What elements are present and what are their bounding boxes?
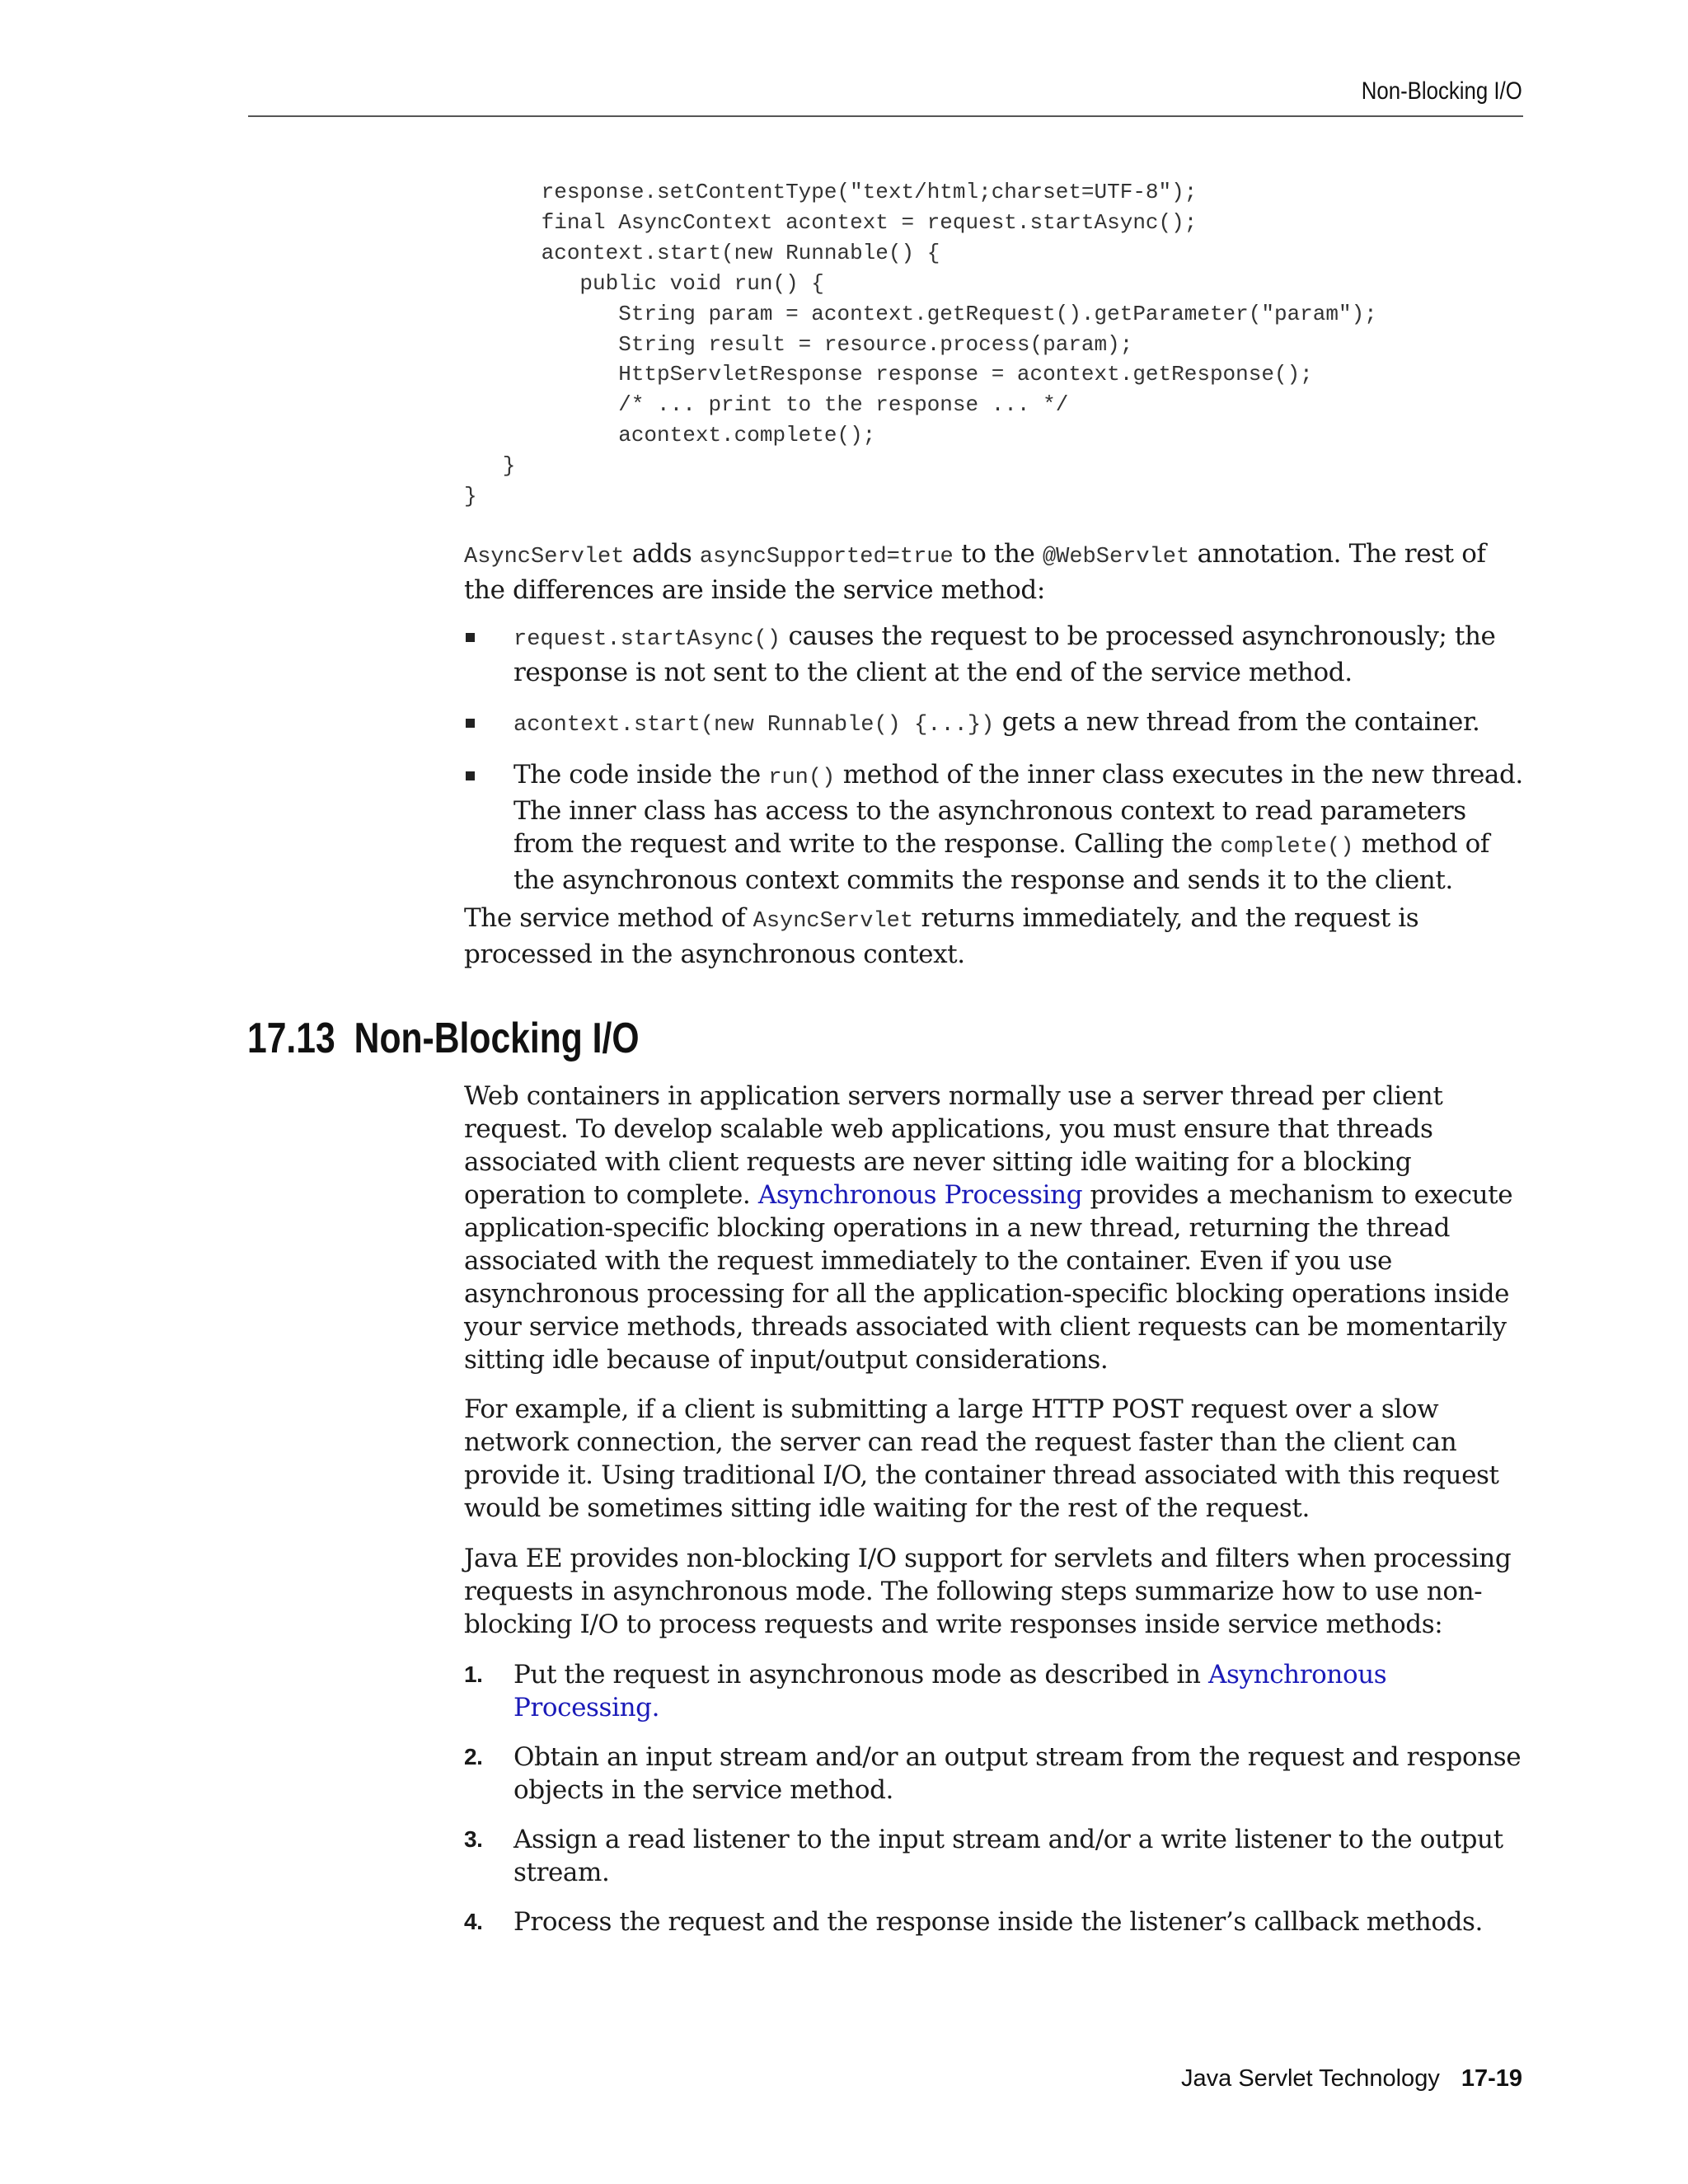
code-listing: [464, 177, 1377, 512]
asynchronous-processing-link[interactable]: Asynchronous Processing: [757, 1180, 1083, 1210]
text: adds: [624, 539, 700, 569]
code-line: acontext.start(new Runnable() {: [464, 240, 940, 265]
running-header: Non-Blocking I/O: [1361, 77, 1522, 105]
bullet-item: [464, 705, 1527, 742]
text: Obtain an input stream and/or an output stream from the request and response objects in the service method.: [513, 1742, 1522, 1805]
text: to the: [953, 539, 1043, 569]
inline-code: run(): [768, 766, 836, 790]
text: returns immediately, and the request is processed in the asynchronous context.: [464, 903, 1419, 969]
text: For example, if a client is submitting a large HTTP POST request over a slow network connection, the server can read the request faster than the client can provide it. Using traditional I/O, the container thread associated with this request would be sometimes sitting idle waiting for the rest of the request.: [464, 1394, 1499, 1523]
page-number: 17-19: [1461, 2065, 1522, 2092]
step-number: 2.: [464, 1744, 483, 1769]
bullet-item: [464, 620, 1527, 689]
inline-code: asyncSupported=true: [699, 545, 954, 569]
paragraph-1: [464, 1080, 1527, 1376]
text: gets a new thread from the container.: [994, 707, 1480, 737]
intro-paragraph: [464, 537, 1527, 607]
text: causes the request to be processed asynchronously; the response is not sent to the client at the end of the service method.: [513, 621, 1496, 687]
text: The service method of: [464, 903, 753, 933]
code-line: public void run() {: [464, 270, 824, 296]
code-line: HttpServletResponse response = acontext.getResponse();: [464, 362, 1313, 387]
step-number: 1.: [464, 1661, 483, 1687]
step-number: 4.: [464, 1909, 483, 1934]
text: Put the request in asynchronous mode as described in: [513, 1660, 1209, 1690]
code-line: /* ... print to the response ... */: [464, 392, 1069, 418]
inline-code: request.startAsync(): [513, 627, 781, 652]
text: Java EE provides non-blocking I/O support for servlets and filters when processing requests in asynchronous mode. The following steps summarize how to use non-blocking I/O to process requests and write responses inside service methods:: [464, 1544, 1512, 1639]
text: Assign a read listener to the input stream and/or a write listener to the output stream.: [513, 1825, 1503, 1887]
text: Process the request and the response inside the listener’s callback methods.: [513, 1907, 1483, 1937]
text: The code inside the: [513, 760, 769, 790]
code-line: String result = resource.process(param);: [464, 331, 1133, 357]
section-heading: [247, 1014, 640, 1063]
text: Web containers in application servers normally use a server thread per client request. To develop scalable web applications, you must ensure that threads associated with client requests are never sitting idle waiting for a blocking operation to complete.: [464, 1081, 1443, 1210]
section-title: Non-Blocking I/O: [354, 1015, 640, 1062]
inline-code: AsyncServlet: [753, 909, 914, 934]
bullet-item: [464, 758, 1527, 897]
text: provides a mechanism to execute application-specific blocking operations in a new thread, returning the thread associated with the request immediately to the container. Even if you use asynchronous processing for all the application-specific blocking operations inside your service methods, threads associated with client requests can be momentarily sitting idle because of input/output considerations.: [464, 1180, 1513, 1375]
asynchronous-processing-link[interactable]: Asynchronous Processing.: [513, 1660, 1387, 1722]
code-line: }: [464, 453, 516, 479]
step-number: 3.: [464, 1826, 483, 1852]
header-rule: [248, 115, 1523, 117]
text: method of the inner class executes in the new thread. The inner class has access to the asynchronous context to read parameters from the request and write to the response. Calling the: [513, 760, 1523, 859]
code-line: acontext.complete();: [464, 423, 876, 448]
text: annotation. The rest of the differences are inside the service method:: [464, 539, 1486, 605]
service-paragraph: [464, 902, 1527, 971]
paragraph-3: [464, 1542, 1527, 1641]
code-line: final AsyncContext acontext = request.startAsync();: [464, 209, 1198, 235]
footer-label: Java Servlet Technology: [1181, 2065, 1440, 2092]
code-line: String param = acontext.getRequest().getParameter("param");: [464, 301, 1377, 326]
inline-code: complete(): [1220, 835, 1354, 860]
page-footer: [1181, 2065, 1522, 2093]
code-line: }: [464, 484, 477, 509]
steps-list: [464, 1658, 1527, 1955]
inline-code: acontext.start(new Runnable() {...}): [513, 713, 995, 738]
step-item: [464, 1741, 1527, 1807]
paragraph-2: [464, 1393, 1527, 1525]
code-line: response.setContentType("text/html;charset=UTF-8");: [464, 180, 1198, 204]
bullet-square-icon: [466, 771, 475, 780]
bullet-square-icon: [466, 719, 475, 728]
step-item: [464, 1823, 1527, 1889]
bullet-square-icon: [466, 633, 475, 642]
section-number: 17.13: [247, 1015, 335, 1062]
step-item: [464, 1658, 1527, 1724]
text: method of the asynchronous context commits the response and sends it to the client.: [513, 829, 1489, 895]
inline-code: AsyncServlet: [464, 545, 625, 569]
step-item: [464, 1905, 1527, 1938]
inline-code: @WebServlet: [1042, 545, 1190, 569]
bullet-list: [464, 620, 1527, 913]
